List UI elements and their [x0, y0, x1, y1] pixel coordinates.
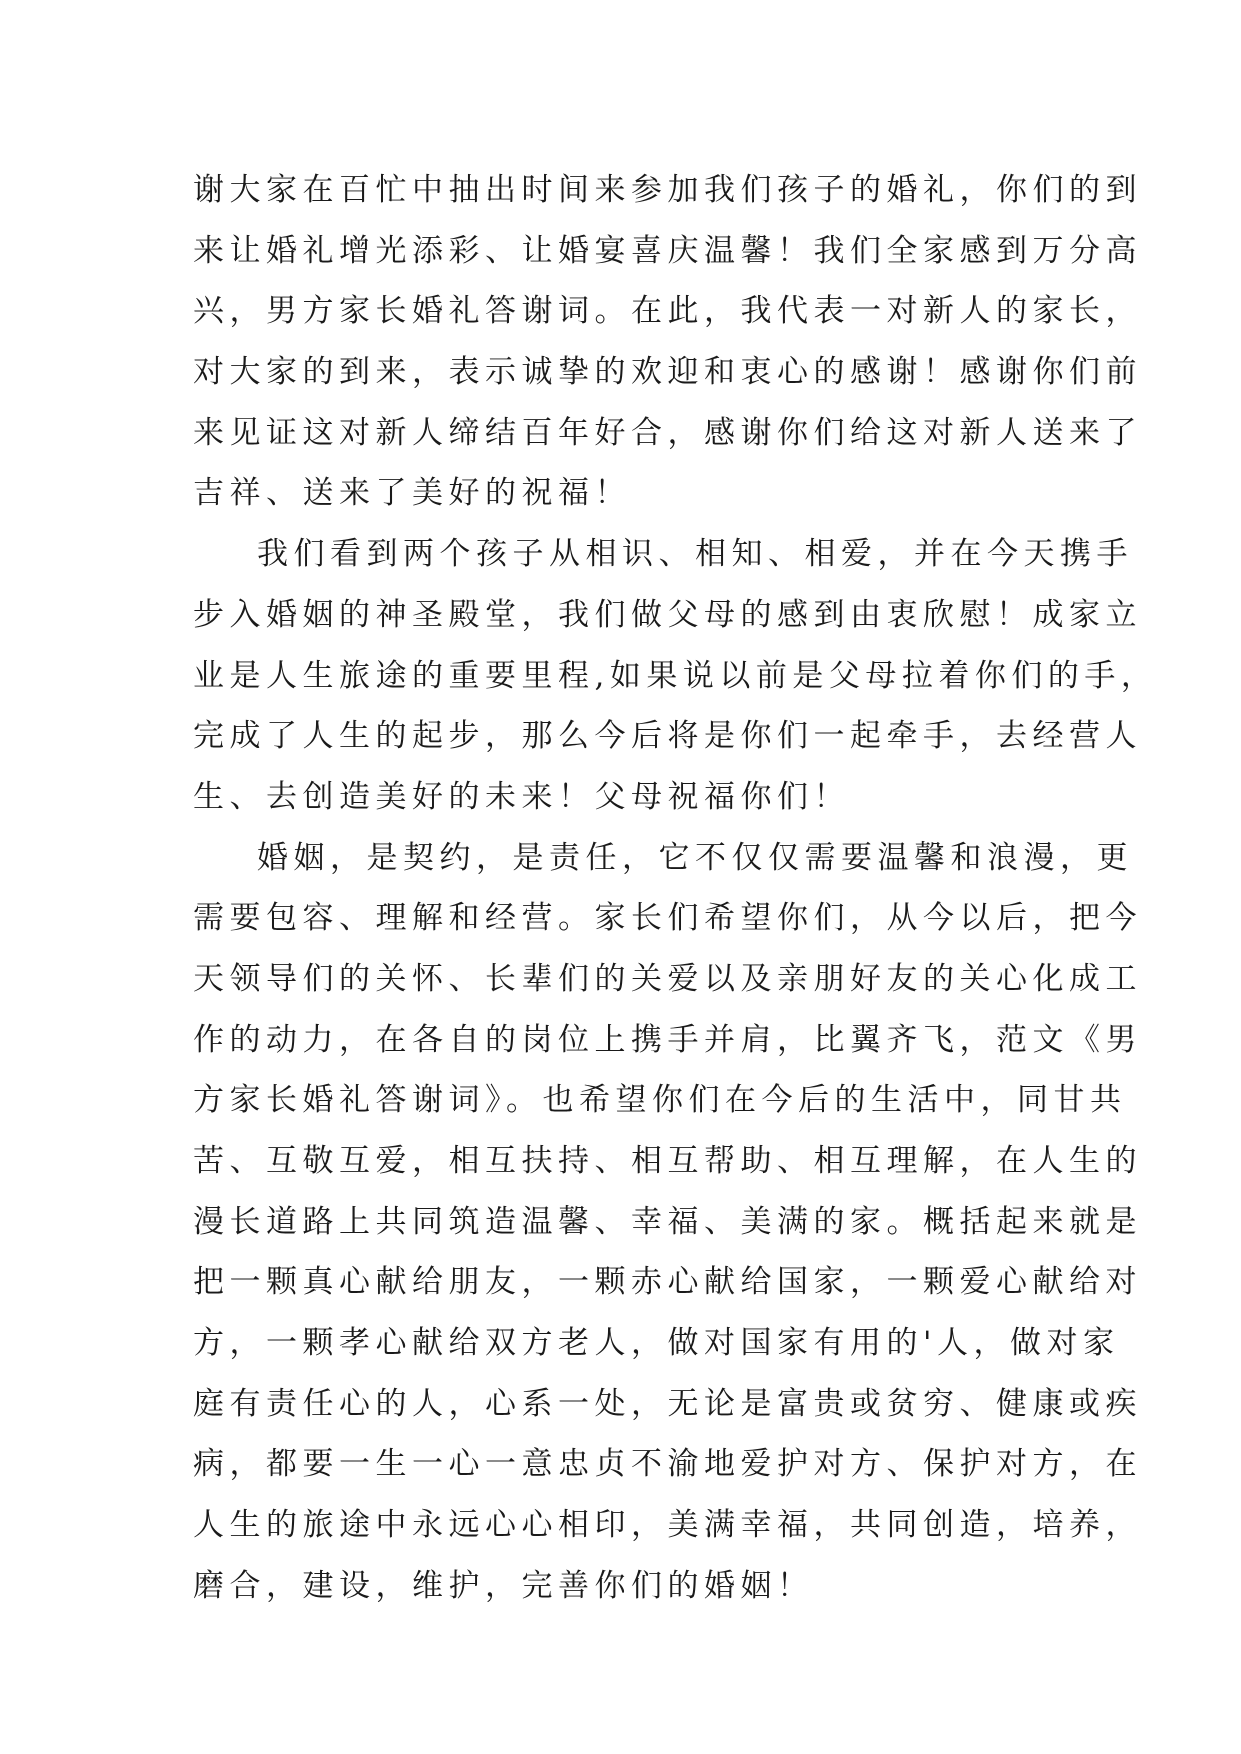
text-line: 对大家的到来，表示诚挚的欢迎和衷心的感谢！感谢你们前: [193, 354, 1142, 391]
text-line: 作的动力，在各自的岗位上携手并肩，比翼齐飞，范文《男: [193, 1021, 1142, 1058]
text-line: 兴，男方家长婚礼答谢词。在此，我代表一对新人的家长，: [193, 293, 1142, 330]
paragraph-first-line: 我们看到两个孩子从相识、相知、相爱，并在今天携手: [257, 536, 1133, 573]
text-line: 庭有责任心的人，心系一处，无论是富贵或贫穷、健康或疾: [193, 1385, 1142, 1422]
text-line: 来见证这对新人缔结百年好合，感谢你们给这对新人送来了: [193, 414, 1142, 451]
text-line: 人生的旅途中永远心心相印，美满幸福，共同创造，培养，: [193, 1507, 1142, 1544]
text-line: 方家长婚礼答谢词》。也希望你们在今后的生活中，同甘共: [193, 1082, 1127, 1119]
text-line: 把一颗真心献给朋友，一颗赤心献给国家，一颗爱心献给对: [193, 1264, 1142, 1301]
document-body: [193, 160, 1158, 1617]
text-line: 生、去创造美好的未来！父母祝福你们！: [193, 778, 850, 815]
text-line: 步入婚姻的神圣殿堂，我们做父母的感到由衷欣慰！成家立: [193, 596, 1142, 633]
text-line: 磨合，建设，维护，完善你们的婚姻！: [193, 1567, 814, 1604]
text-line: 苦、互敬互爱，相互扶持、相互帮助、相互理解，在人生的: [193, 1143, 1142, 1179]
text-line: 谢大家在百忙中抽出时间来参加我们孩子的婚礼，你们的到: [193, 172, 1142, 208]
text-line: 病，都要一生一心一意忠贞不渝地爱护对方、保护对方，在: [193, 1446, 1142, 1483]
text-line: 来让婚礼增光添彩、让婚宴喜庆温馨！我们全家感到万分高: [193, 232, 1142, 269]
text-line: 吉祥、送来了美好的祝福！: [193, 475, 631, 512]
text-line: 需要包容、理解和经营。家长们希望你们，从今以后，把今: [193, 900, 1142, 937]
text-line: 天领导们的关怀、长辈们的关爱以及亲朋好友的关心化成工: [193, 960, 1142, 997]
text-line: 完成了人生的起步，那么今后将是你们一起牵手，去经营人: [193, 718, 1142, 755]
text-line: 业是人生旅途的重要里程,如果说以前是父母拉着你们的手，: [193, 657, 1158, 694]
text-line: 漫长道路上共同筑造温馨、幸福、美满的家。概括起来就是: [193, 1203, 1142, 1240]
paragraph-first-line: 婚姻，是契约，是责任，它不仅仅需要温馨和浪漫，更: [257, 839, 1133, 876]
text-line: 方，一颗孝心献给双方老人，做对国家有用的'人，做对家: [193, 1325, 1120, 1362]
